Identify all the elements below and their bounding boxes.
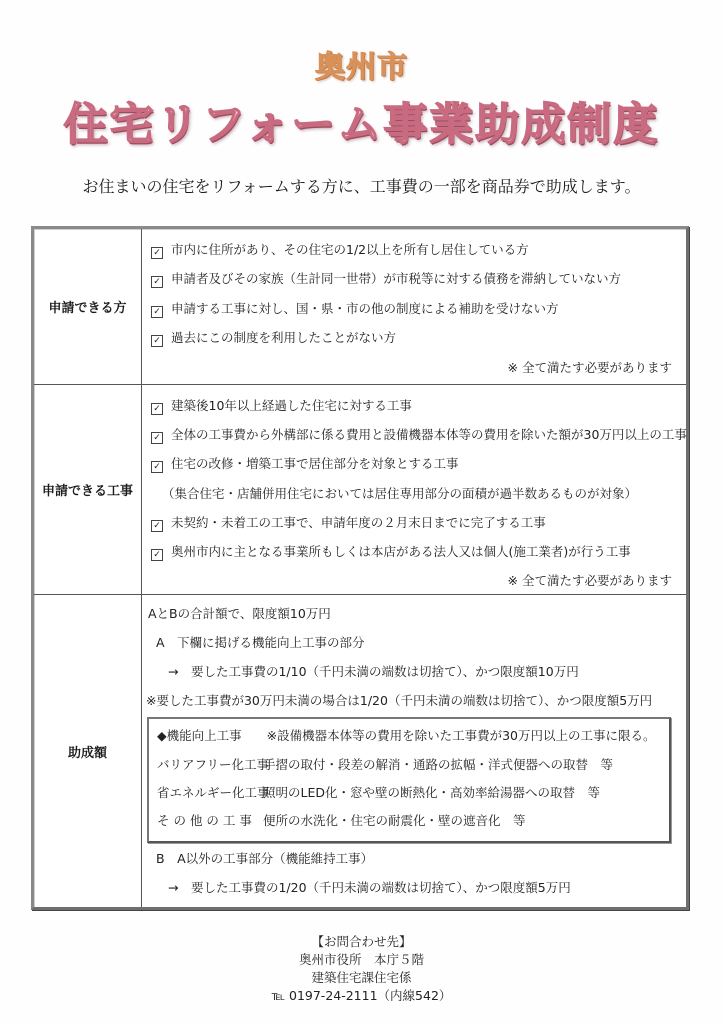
contact-phone: ℡ 0197-24-2111（内線542） (271, 988, 452, 1003)
grant-b-rule: → 要した工事費の1/20（千円未満の端数は切捨て）、かつ限度額5万円 (168, 880, 571, 895)
grant-summary: AとBの合計額で、限度額10万円 (148, 606, 331, 621)
work-category: そ の 他 の 工 事 (157, 813, 252, 828)
checkbox-icon: ✓ (151, 520, 163, 532)
checkbox-icon: ✓ (151, 432, 163, 444)
requirement-note: ※ 全て満たす必要があります (507, 573, 672, 588)
checkbox-icon: ✓ (151, 403, 163, 415)
sub-note: （集合住宅・店舗併用住宅においては居住専用部分の面積が過半数あるものが対象） (162, 486, 638, 501)
work-examples: 照明のLED化・窓や壁の断熱化・高効率給湯器への取替 等 (263, 785, 600, 800)
contact-office: 奥州市役所 本庁５階 (298, 952, 424, 967)
contact-heading: 【お問合わせ先】 (311, 934, 412, 949)
grant-a-exception: ※要した工事費が30万円未満の場合は1/20（千円未満の端数は切捨て）、かつ限度額5万円 (146, 693, 653, 708)
checkbox-icon: ✓ (151, 549, 163, 561)
city-name: 奥州市 (315, 50, 408, 85)
checkbox-icon: ✓ (151, 276, 163, 288)
list-item: ✓ 奥州市内に主となる事業所もしくは本店がある法人又は個人(施工業者)が行う工事 (151, 542, 631, 561)
box-row (157, 811, 526, 829)
grant-a-title: A 下欄に掲げる機能向上工事の部分 (156, 635, 365, 650)
row-label: 助成額 (34, 595, 142, 907)
lead-text: お住まいの住宅をリフォームする方に、工事費の一部を商品券で助成します。 (82, 177, 641, 196)
work-category: バリアフリー化工事 (157, 757, 270, 772)
list-item: ✓ 建築後10年以上経過した住宅に対する工事 (151, 396, 412, 415)
grant-a-rule: → 要した工事費の1/10（千円未満の端数は切捨て）、かつ限度額10万円 (168, 664, 579, 679)
box-heading: ◆機能向上工事 ※設備機器本体等の費用を除いた工事費が30万円以上の工事に限る。 (157, 728, 656, 743)
list-item: ✓ 未契約・未着工の工事で、申請年度の２月末日までに完了する工事 (151, 513, 546, 532)
work-examples: 便所の水洗化・住宅の耐震化・壁の遮音化 等 (263, 813, 526, 828)
checkbox-icon: ✓ (151, 247, 163, 259)
list-item: ✓ 過去にこの制度を利用したことがない方 (151, 328, 396, 347)
row-label: 申請できる工事 (34, 385, 142, 594)
list-item: ✓ 全体の工事費から外構部に係る費用と設備機器本体等の費用を除いた額が30万円以上の工事 (151, 425, 687, 444)
list-item: ✓ 申請する工事に対し、国・県・市の他の制度による補助を受けない方 (151, 299, 559, 318)
improvement-works-box (147, 717, 671, 843)
list-item: ✓ 住宅の改修・増築工事で居住部分を対象とする工事 (151, 454, 459, 473)
list-item: ✓ 申請者及びその家族（生計同一世帯）が市税等に対する債務を滞納していない方 (151, 269, 621, 288)
info-table (31, 226, 689, 910)
row-eligible-applicants (34, 229, 686, 385)
row-label: 申請できる方 (34, 229, 142, 384)
page-title: 住宅リフォーム事業助成制度 (63, 99, 660, 150)
grant-b-title: B A以外の工事部分（機能維持工事） (156, 851, 374, 866)
checkbox-icon: ✓ (151, 461, 163, 473)
row-body (142, 385, 686, 594)
contact-department: 建築住宅課住宅係 (311, 970, 412, 985)
row-body (142, 229, 686, 384)
box-row (157, 783, 600, 801)
checkbox-icon: ✓ (151, 335, 163, 347)
requirement-note: ※ 全て満たす必要があります (507, 360, 672, 375)
list-item: ✓ 市内に住所があり、その住宅の1/2以上を所有し居住している方 (151, 240, 529, 259)
work-category: 省エネルギー化工事 (157, 785, 270, 800)
box-row (157, 755, 613, 773)
row-eligible-works (34, 385, 686, 595)
work-examples: 手摺の取付・段差の解消・通路の拡幅・洋式便器への取替 等 (263, 757, 614, 772)
checkbox-icon: ✓ (151, 306, 163, 318)
